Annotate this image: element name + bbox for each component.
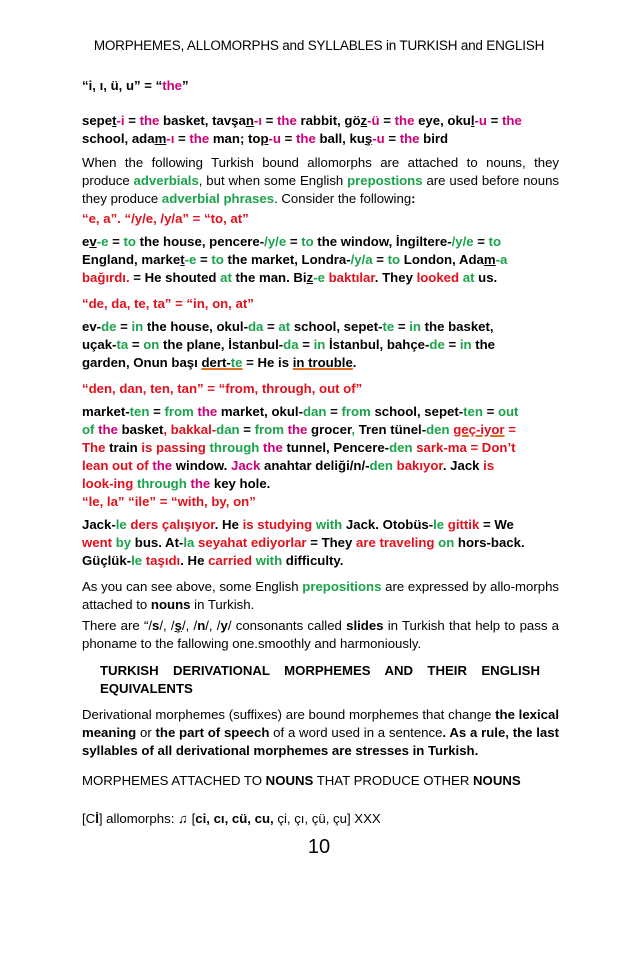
paragraph-to-at-examples (82, 233, 559, 287)
t: adverbials (133, 173, 199, 188)
t: train (105, 440, 142, 455)
t: ev- (82, 319, 102, 334)
t: MORPHEMES ATTACHED TO (82, 773, 266, 788)
t: London, Ada (400, 252, 484, 267)
t: on (438, 535, 455, 550)
t: = (124, 113, 140, 128)
section-title-with-by-on: “le, la” “ile” = “with, by, on” (82, 494, 256, 509)
paragraph-in-on-at-examples (82, 318, 559, 372)
t: at (220, 270, 232, 285)
t: İstanbul, bahçe- (325, 337, 430, 352)
t: carried (208, 553, 253, 568)
t: lean out of (82, 458, 149, 473)
t: prepositions (302, 579, 382, 594)
t: There are “/ (82, 618, 153, 633)
t: = (326, 404, 342, 419)
t: -u (474, 113, 487, 128)
t: dan (216, 422, 240, 437)
t: in Turkish that help to pass a phoname to the fallowing one.smoothly and harmoniously. (82, 618, 560, 651)
t: the (189, 131, 210, 146)
t: through (209, 440, 260, 455)
music-note-icon: ♫ (178, 811, 188, 826)
t: /y/e (264, 234, 287, 249)
t: den (389, 440, 413, 455)
t: prepostions (347, 173, 423, 188)
t: “i, ı, ü, u” = “ (82, 78, 163, 93)
t: = (444, 337, 460, 352)
t: = (239, 422, 255, 437)
t: in Turkish. (190, 597, 255, 612)
t: /, / (181, 618, 198, 633)
t: ta (116, 337, 129, 352)
t: anahtar deliği/n/- (260, 458, 370, 473)
t: grocer (307, 422, 352, 437)
t: us. (474, 270, 498, 285)
t: [ (187, 811, 196, 826)
t: market- (82, 404, 130, 419)
t: sepe (82, 113, 113, 128)
t: dan (302, 404, 327, 419)
t: bağırdı. (82, 270, 130, 285)
t: England, marke (82, 252, 181, 267)
t: -e (96, 234, 109, 249)
t: = (473, 234, 489, 249)
t: Jack- (82, 517, 116, 532)
t: /, / (159, 618, 175, 633)
section-title-in-on-at: “de, da, te, ta” = “in, on, at” (82, 296, 254, 311)
t: = (372, 252, 388, 267)
t: = (482, 404, 498, 419)
t: are traveling (356, 535, 435, 550)
t: at (278, 319, 291, 334)
t: sark-ma (416, 440, 467, 455)
t: . He (214, 517, 243, 532)
t: out (497, 404, 519, 419)
t: through (136, 476, 187, 491)
t: The (82, 440, 106, 455)
t: taşıdı (145, 553, 181, 568)
t: eye, oku (414, 113, 471, 128)
t: THAT PRODUCE OTHER (313, 773, 474, 788)
t: school, sepet- (290, 319, 383, 334)
t: or (136, 725, 156, 740)
t: da (283, 337, 299, 352)
t: = (486, 113, 503, 128)
t: m (483, 252, 496, 267)
t: to (488, 234, 502, 249)
t: = (504, 422, 516, 437)
t: the market, Londra- (223, 252, 351, 267)
t: = (149, 404, 165, 419)
t: look-ing (82, 476, 134, 491)
t: the plane, İstanbul- (159, 337, 284, 352)
t: , but when some English (198, 173, 348, 188)
t: the (296, 131, 316, 146)
t: bus. At- (131, 535, 184, 550)
t: e (82, 234, 90, 249)
t: ten (129, 404, 150, 419)
t: = (298, 337, 314, 352)
t: the (162, 78, 183, 93)
paragraph-the-examples (82, 112, 559, 148)
t: the window, İngiltere- (313, 234, 452, 249)
t: nouns (150, 597, 191, 612)
t: ci, cı, cü, cu, (195, 811, 274, 826)
t: /y/e (451, 234, 474, 249)
t: bird (419, 131, 449, 146)
t: s (152, 618, 160, 633)
t: are expressed by allo-morphs attached to (82, 579, 560, 612)
t: in (131, 319, 144, 334)
t: t (180, 252, 185, 267)
t: -i (116, 113, 125, 128)
t: -ü (367, 113, 380, 128)
t: dert (201, 355, 227, 370)
t: to (211, 252, 224, 267)
t: the man. Bi (231, 270, 307, 285)
t: v (89, 234, 97, 249)
t: t (112, 113, 117, 128)
t: looked (416, 270, 460, 285)
t: NOUNS (265, 773, 314, 788)
t: from (341, 404, 371, 419)
t: /, / (205, 618, 221, 633)
t: basket, tavşa (159, 113, 246, 128)
paragraph-derivational (82, 706, 559, 760)
paragraph-ci-allomorphs (82, 810, 559, 828)
t: slides (346, 618, 384, 633)
t: -a (495, 252, 508, 267)
t: -ı (166, 131, 175, 146)
t: school, sepet- (370, 404, 464, 419)
t: in trouble (292, 355, 353, 370)
t: = (108, 234, 124, 249)
t: is studying (242, 517, 313, 532)
t: the (263, 440, 283, 455)
t: the house, okul- (143, 319, 248, 334)
t: the (394, 113, 415, 128)
t: the (277, 113, 297, 128)
t: -e (184, 252, 197, 267)
t: - (226, 355, 231, 370)
t: hors-back. (454, 535, 525, 550)
t: the (287, 422, 308, 437)
t: Derivational morphemes (suffixes) are bound morphemes that change (82, 707, 496, 722)
t: te (382, 319, 395, 334)
paragraph-slides (82, 617, 559, 653)
t: key hole. (210, 476, 271, 491)
t: = He shouted (129, 270, 221, 285)
t: p (260, 131, 269, 146)
t: Jack. Otobüs- (342, 517, 434, 532)
t: window. (172, 458, 231, 473)
t: ” (182, 78, 189, 93)
t: the (152, 458, 173, 473)
t: = (263, 319, 279, 334)
t: of (82, 422, 95, 437)
t: basket (117, 422, 164, 437)
t: [C (82, 811, 96, 826)
t: of a word used in a sentence (269, 725, 443, 740)
t: n (245, 113, 254, 128)
t: la (183, 535, 195, 550)
t: uçak- (82, 337, 117, 352)
t: gittik (447, 517, 480, 532)
t: ten (463, 404, 483, 419)
t: m (154, 131, 167, 146)
t: = (116, 319, 132, 334)
t: the basket, (421, 319, 494, 334)
t: is passing (141, 440, 206, 455)
t: y (220, 618, 228, 633)
t: = (384, 131, 400, 146)
t: Tren tünel- (358, 422, 427, 437)
t: school, ada (82, 131, 155, 146)
t: le (115, 517, 127, 532)
t: = He is (242, 355, 293, 370)
t: ders çalışıyor (130, 517, 215, 532)
t: the (399, 131, 420, 146)
t: the (98, 422, 118, 437)
t: bakıyor (396, 458, 443, 473)
t: , bakkal- (163, 422, 217, 437)
t: z (306, 270, 314, 285)
t: the part of speech (155, 725, 270, 740)
t: As you can see above, some English (82, 579, 303, 594)
t: da (248, 319, 264, 334)
t: to (123, 234, 136, 249)
paragraph-prepositions-note (82, 578, 559, 614)
t: the (502, 113, 522, 128)
t: /y/a (350, 252, 373, 267)
t: . (352, 355, 357, 370)
t: ] allomorphs: (98, 811, 179, 826)
t: = We (479, 517, 514, 532)
t: den (369, 458, 393, 473)
t: rabbit, gö (296, 113, 361, 128)
t: ş (364, 131, 373, 146)
t: den (426, 422, 450, 437)
t: the house, pencere- (135, 234, 265, 249)
t: = They (306, 535, 357, 550)
t: -u (268, 131, 281, 146)
t: = (261, 113, 278, 128)
t: . Consider the following (274, 191, 412, 206)
t: in (459, 337, 472, 352)
t: in (313, 337, 326, 352)
t: in (409, 319, 421, 334)
t: de (101, 319, 117, 334)
t: = (196, 252, 212, 267)
t: çi, çı, çü, çu] XXX (273, 811, 381, 826)
t: : (411, 191, 416, 206)
t: at (462, 270, 475, 285)
t: the (495, 707, 515, 722)
t: When the following Turkish bound allomorphs are attached to nouns, they produce (82, 155, 559, 188)
t: = (394, 319, 410, 334)
t: = Don’t (466, 440, 516, 455)
t: = (379, 113, 395, 128)
t: with (255, 553, 283, 568)
t: the (190, 476, 211, 491)
paragraph-morphemes-nouns (82, 772, 559, 790)
t: = (174, 131, 190, 146)
t: garden, Onun başı (82, 355, 202, 370)
t: -u (372, 131, 385, 146)
t: ball, ku (315, 131, 365, 146)
t: geç-iyor (453, 422, 505, 437)
t: tunnel, Pencere- (282, 440, 390, 455)
page-number: 10 (307, 836, 331, 858)
t: from (164, 404, 194, 419)
t: the (139, 113, 160, 128)
t: is (483, 458, 495, 473)
t: . As a rule, the last syllables of all derivational morphemes are stresses in Turkish. (82, 725, 559, 758)
t: went (82, 535, 113, 550)
t: with (315, 517, 343, 532)
t: l (470, 113, 475, 128)
t: on (143, 337, 160, 352)
t: Güçlük- (82, 553, 132, 568)
t: de (429, 337, 445, 352)
t: by (115, 535, 132, 550)
t: , (351, 422, 359, 437)
t: le (131, 553, 143, 568)
t: = (286, 234, 302, 249)
section-title-to-at: “e, a”. “/y/e, /y/a” = “to, at” (82, 211, 249, 226)
section-heading-derivational: TURKISH DERIVATIONAL MORPHEMES AND THEIR ENGLISH EQUIVALENTS (100, 663, 540, 696)
t: man; to (209, 131, 261, 146)
t: ş (174, 618, 182, 633)
t: = (280, 131, 297, 146)
t: seyahat ediyorlar (198, 535, 307, 550)
t: difficulty. (282, 553, 344, 568)
t: from (254, 422, 284, 437)
t: z (360, 113, 368, 128)
t: the (471, 337, 495, 352)
t: . Jack (442, 458, 484, 473)
t: . He (180, 553, 209, 568)
t: = (128, 337, 144, 352)
t: the (197, 404, 218, 419)
section-title-the (82, 77, 559, 95)
t: to (301, 234, 314, 249)
t: are used before nouns they produce (82, 173, 560, 206)
t: İ (95, 811, 99, 826)
paragraph-with-examples (82, 516, 559, 570)
t: / consonants called (227, 618, 347, 633)
t: market, okul- (217, 404, 303, 419)
t: te (230, 355, 243, 370)
t: . They (374, 270, 417, 285)
t: adverbial phrases (161, 191, 275, 206)
t: -ı (253, 113, 262, 128)
t: Jack (230, 458, 261, 473)
t: -e (313, 270, 325, 285)
paragraph-adverbials (82, 154, 559, 208)
t: NOUNS (473, 773, 521, 788)
t: to (387, 252, 401, 267)
t: baktılar (328, 270, 375, 285)
t: n (197, 618, 206, 633)
running-header: MORPHEMES, ALLOMORPHS and SYLLABLES in TURKISH and ENGLISH (93, 38, 545, 53)
t: lexical meaning (82, 707, 559, 740)
section-title-from-through: “den, dan, ten, tan” = “from, through, out of” (82, 381, 363, 396)
paragraph-from-examples (82, 403, 559, 493)
t: le (433, 517, 445, 532)
